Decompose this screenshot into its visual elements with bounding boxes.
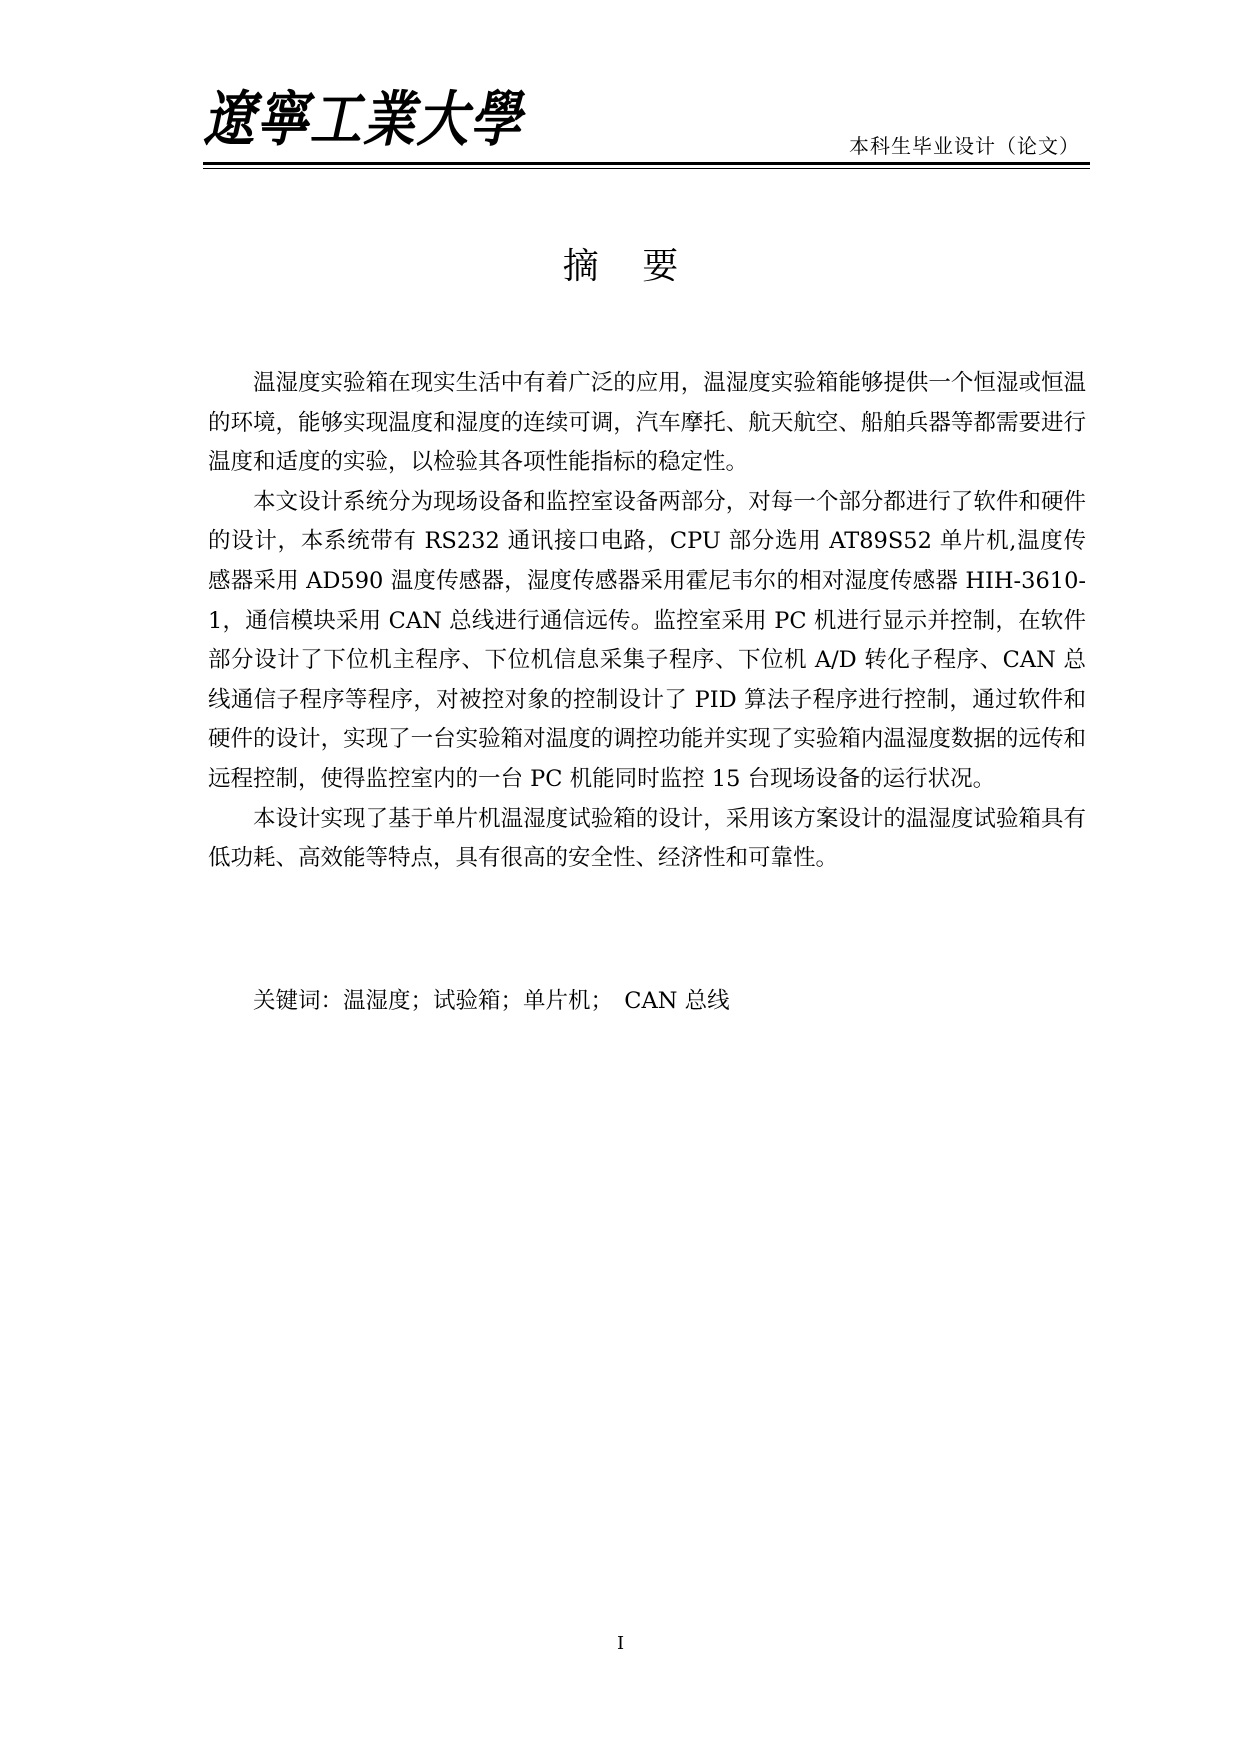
header-rule-thin [203,168,1090,169]
keywords-text: 温湿度；试验箱；单片机； CAN 总线 [343,988,730,1014]
abstract-paragraph-2: 本文设计系统分为现场设备和监控室设备两部分，对每一个部分都进行了软件和硬件的设计，本系统带有 RS232 通讯接口电路，CPU 部分选用 AT89S52 单片机,温度传感器采用 AD590 温度传感器，湿度传感器采用霍尼韦尔的相对湿度传感器 HIH-3610-1，通信模块采用 CAN 总线进行通信远传。监控室采用 PC 机进行显示并控制，在软件部分设计了下位机主程序、下位机信息采集子程序、下位机 A/D 转化子程序、CAN 总线通信子程序等程序，对被控对象的控制设计了 PID 算法子程序进行控制，通过软件和硬件的设计，实现了一台实验箱对温度的调控功能并实现了实验箱内温湿度数据的远传和远程控制，使得监控室内的一台 PC 机能同时监控 15 台现场设备的运行状况。 [208,488,1086,792]
keywords-line [253,985,730,1017]
page-header [203,70,1090,170]
header-document-type: 本科生毕业设计（论文） [849,134,1080,158]
header-rule-thick [203,162,1090,165]
abstract-paragraph-3: 本设计实现了基于单片机温湿度试验箱的设计，采用该方案设计的温湿度试验箱具有低功耗、高效能等特点，具有很高的安全性、经济性和可靠性。 [208,805,1086,872]
page-number: I [616,1633,625,1654]
abstract-body [208,364,1086,879]
abstract-title: 摘 要 [562,246,695,287]
abstract-paragraph-1: 温湿度实验箱在现实生活中有着广泛的应用，温湿度实验箱能够提供一个恒湿或恒温的环境，能够实现温度和湿度的连续可调，汽车摩托、航天航空、船舶兵器等都需要进行温度和适度的实验，以检验其各项性能指标的稳定性。 [208,370,1086,476]
keywords-label: 关键词： [253,988,344,1014]
university-logo [203,78,533,158]
svg-text:遼寧工業大學: 遼寧工業大學 [203,85,527,155]
